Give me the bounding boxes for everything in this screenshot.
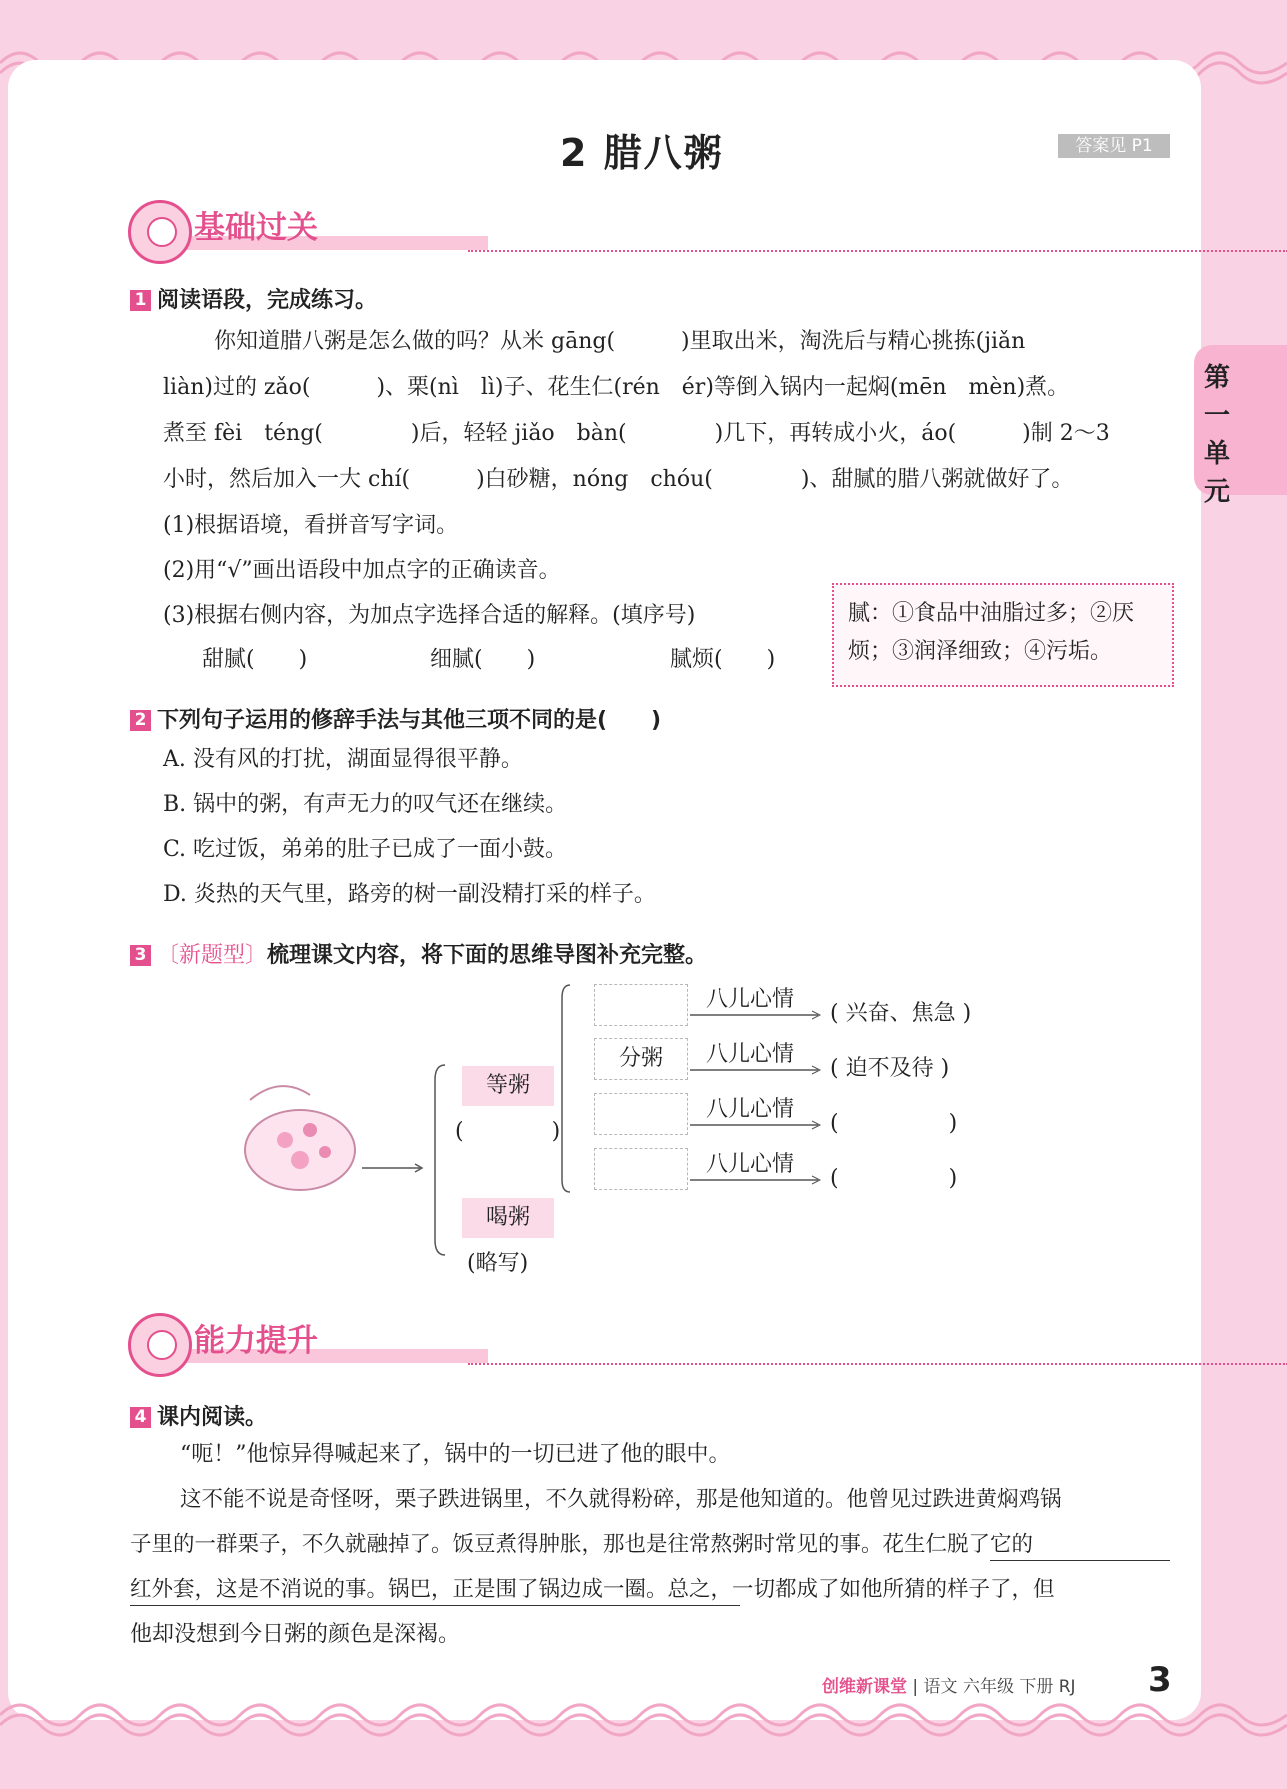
mood-label: 八儿心情: [706, 1152, 795, 1177]
section-dotted-rule: [468, 250, 1287, 252]
mood-label: 八儿心情: [706, 987, 795, 1012]
underline-mark: [990, 1560, 1170, 1561]
question-3-heading: [130, 938, 707, 969]
question-1-heading: [130, 283, 377, 314]
unit-side-tab: [1194, 345, 1287, 507]
definition-text: 腻：①食品中油脂过多；②厌烦；③润泽细致；④污垢。: [848, 601, 1135, 664]
mood-blank[interactable]: ( ): [830, 1166, 958, 1191]
option-b[interactable]: B. 锅中的粥，有声无力的叹气还在继续。: [163, 792, 568, 817]
answer-blank[interactable]: 甜腻( ): [202, 647, 308, 672]
option-c[interactable]: C. 吃过饭，弟弟的肚子已成了一面小鼓。: [163, 837, 568, 862]
page-title: 2 腊八粥: [560, 131, 724, 175]
sub-question-1: (1)根据语境，看拼音写字词。: [163, 513, 459, 538]
mindmap-node-wait: 等粥: [462, 1066, 554, 1106]
section-header-basic: [128, 200, 1287, 260]
mood-blank[interactable]: ( ): [830, 1111, 958, 1136]
mindmap-blank-wait[interactable]: ( ): [455, 1119, 561, 1144]
section-title: 能力提升: [194, 1323, 318, 1359]
mindmap-stage-box[interactable]: [594, 1148, 688, 1190]
page-number: 3: [1148, 1660, 1172, 1700]
passage-line: 小时，然后加入一大 chí( )白砂糖，nóng chóu( )、甜腻的腊八粥就做好了。: [163, 467, 1074, 492]
reading-line: 子里的一群栗子，不久就融掉了。饭豆煮得肿胀，那也是往常熬粥时常见的事。花生仁脱了它的: [130, 1532, 1034, 1557]
reading-line: 这不能不说是奇怪呀，栗子跌进锅里，不久就得粉碎，那是他知道的。他曾见过跌进黄焖鸡锅: [180, 1487, 1062, 1512]
option-a[interactable]: A. 没有风的打扰，湖面显得很平静。: [163, 747, 523, 772]
reading-line: 他却没想到今日粥的颜色是深褐。: [130, 1622, 461, 1647]
underline-mark: [130, 1605, 740, 1606]
passage-line: 你知道腊八粥是怎么做的吗？从米 gāng( )里取出米，淘洗后与精心挑拣(jiǎn: [214, 329, 1026, 354]
unit-label: 第一单元: [1204, 363, 1231, 507]
new-type-tag: 〔新题型〕: [157, 943, 268, 968]
answer-reference-tag: 答案见 P1: [1058, 134, 1170, 158]
mindmap-stage-box: 分粥: [594, 1038, 688, 1080]
footer-info: [822, 1672, 1076, 1697]
question-number-badge: 1: [130, 290, 151, 311]
question-2-heading: [130, 703, 661, 734]
bottom-wave-border: [0, 1690, 1287, 1760]
question-number-badge: 3: [130, 945, 151, 966]
sub-question-2: (2)用“√”画出语段中加点字的正确读音。: [163, 558, 561, 583]
reading-line: “呃！”他惊异得喊起来了，锅中的一切已进了他的眼中。: [180, 1442, 731, 1467]
book-info: | 语文 六年级 下册 RJ: [912, 1677, 1076, 1697]
question-4-heading: [130, 1400, 267, 1431]
brand-name: 创维新课堂: [822, 1677, 907, 1697]
option-d[interactable]: D. 炎热的天气里，路旁的树一副没精打采的样子。: [163, 882, 656, 907]
question-number-badge: 2: [130, 710, 151, 731]
mindmap-node-eat: 喝粥: [462, 1198, 554, 1238]
passage-line: 煮至 fèi téng( )后，轻轻 jiǎo bàn( )几下，再转成小火，áo( )制 2～3: [163, 421, 1110, 446]
answer-blank[interactable]: 细腻( ): [430, 647, 536, 672]
mindmap-stage-box[interactable]: [594, 984, 688, 1026]
section-header-advanced: [128, 1313, 1287, 1373]
mindmap-note-eat: (略写): [467, 1251, 529, 1276]
section-dotted-rule: [468, 1363, 1287, 1365]
answer-blank[interactable]: 腻烦( ): [670, 647, 776, 672]
mood-value: ( 迫不及待 ): [830, 1056, 950, 1081]
cartoon-avatar-icon: [128, 200, 192, 264]
mood-label: 八儿心情: [706, 1042, 795, 1067]
question-title: 课内阅读。: [157, 1405, 268, 1430]
mood-label: 八儿心情: [706, 1097, 795, 1122]
mindmap-stage-box[interactable]: [594, 1093, 688, 1135]
question-title: 下列句子运用的修辞手法与其他三项不同的是( ): [157, 708, 662, 733]
sub-question-3: (3)根据右侧内容，为加点字选择合适的解释。(填序号): [163, 603, 696, 628]
reading-line: 红外套，这是不消说的事。锅巴，正是围了锅边成一圈。总之，一切都成了如他所猜的样子了，但: [130, 1577, 1055, 1602]
section-title: 基础过关: [194, 210, 318, 246]
cartoon-avatar-icon: [128, 1313, 192, 1377]
question-title: 阅读语段，完成练习。: [157, 288, 378, 313]
question-title: 梳理课文内容，将下面的思维导图补充完整。: [267, 943, 708, 968]
passage-line: liàn)过的 zǎo( )、栗(nì lì)子、花生仁(rén ér)等倒入锅内一起焖(mēn mèn)煮。: [163, 375, 1070, 400]
definition-box: [832, 583, 1174, 687]
mood-value: ( 兴奋、焦急 ): [830, 1001, 972, 1026]
question-number-badge: 4: [130, 1407, 151, 1428]
